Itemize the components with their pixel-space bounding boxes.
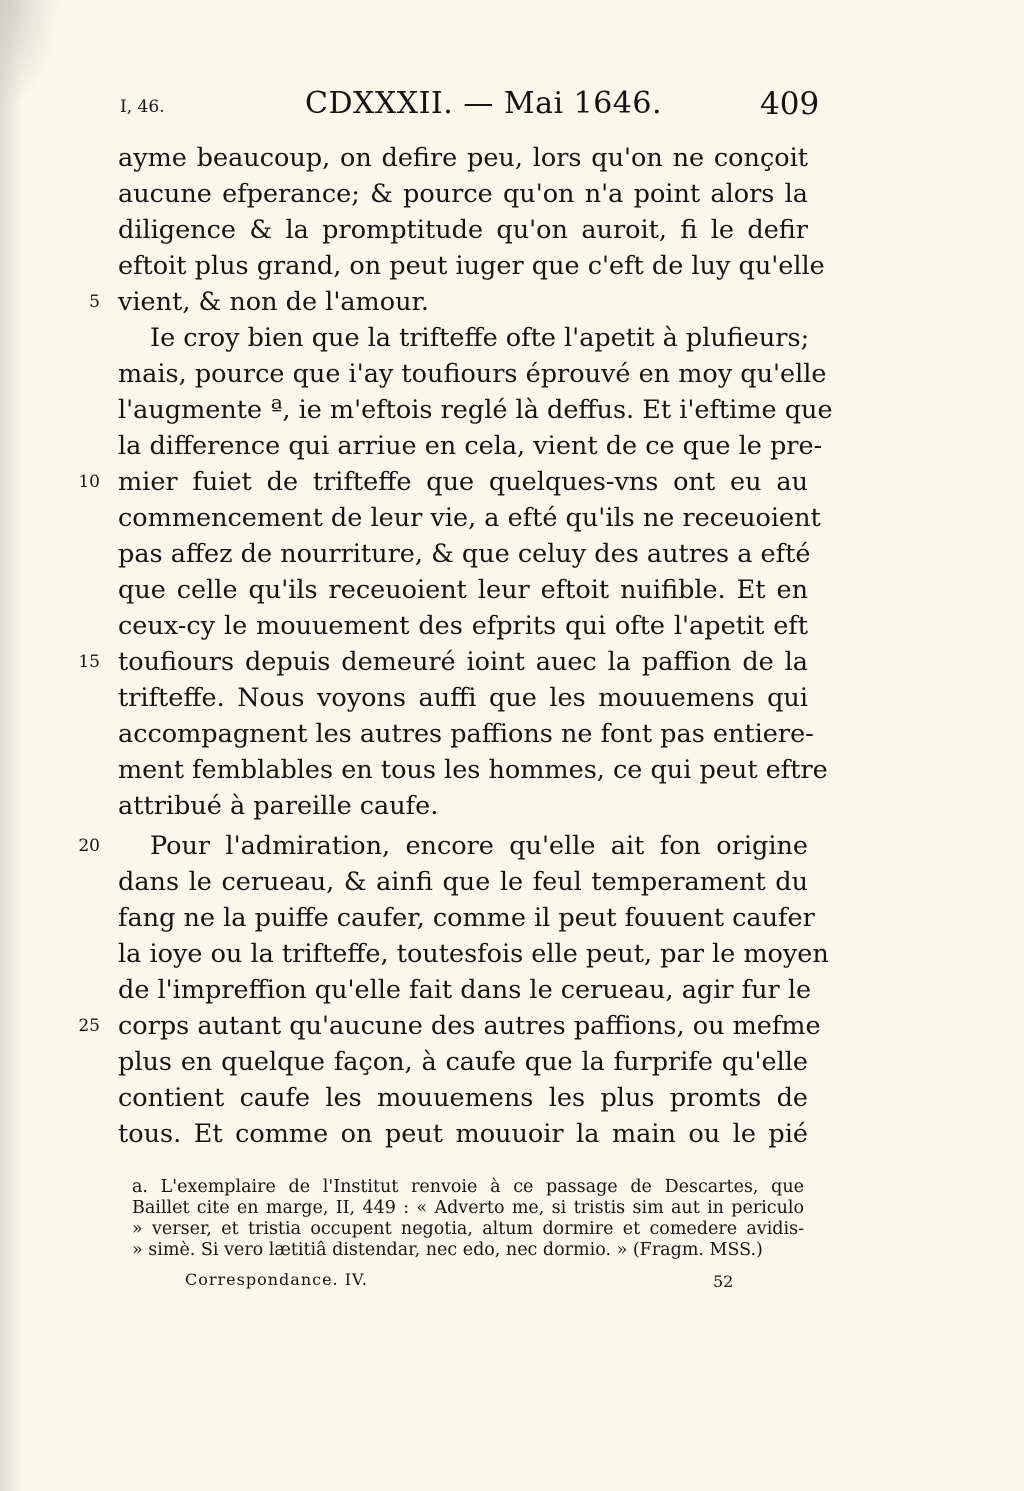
- signature-number: 52: [713, 1272, 734, 1291]
- text-line: Pour l'admiration, encore qu'elle ait fon origine: [150, 831, 808, 861]
- signature-label: Correspondance. IV.: [185, 1270, 368, 1289]
- footnote-line: Baillet cite en marge, II, 449 : « Adverto me, si tristis sim aut in periculo: [132, 1198, 804, 1218]
- line-number: 20: [78, 836, 100, 856]
- text-line: accompagnent les autres paffions ne font pas entiere-: [118, 719, 814, 749]
- text-line: que celle qu'ils receuoient leur eftoit nuifible. Et en: [118, 575, 808, 605]
- text-line: dans le cerueau, & ainfi que le feul temperament du: [118, 867, 808, 897]
- text-line: la difference qui arriue en cela, vient de ce que le pre-: [118, 431, 823, 461]
- text-line: l'augmente ª, ie m'eftois reglé là deffus. Et i'eftime que: [118, 395, 833, 425]
- volume-reference: I, 46.: [120, 97, 165, 117]
- text-line: corps autant qu'aucune des autres paffions, ou mefme: [118, 1011, 821, 1041]
- line-number: 5: [89, 292, 100, 312]
- text-line: la ioye ou la trifteffe, toutesfois elle peut, par le moyen: [118, 939, 829, 969]
- line-number: 25: [78, 1016, 100, 1036]
- text-line: contient caufe les mouuemens les plus promts de: [118, 1083, 808, 1113]
- text-line: toufiours depuis demeuré ioint auec la paffion de la: [118, 647, 808, 677]
- text-line: de l'impreffion qu'elle fait dans le cerueau, agir fur le: [118, 975, 812, 1005]
- footnote-line: » simè. Si vero lætitiâ distendar, nec edo, nec dormio. » (Fragm. MSS.): [132, 1240, 763, 1260]
- page-title: CDXXXII. — Mai 1646.: [305, 86, 663, 121]
- text-line: diligence & la promptitude qu'on auroit, fi le defir: [118, 215, 808, 245]
- page-number: 409: [760, 86, 820, 122]
- text-line: Ie croy bien que la trifteffe ofte l'apetit à plufieurs;: [150, 323, 810, 353]
- text-line: ceux-cy le mouuement des efprits qui ofte l'apetit eft: [118, 611, 808, 641]
- footnote-line: » verser, et tristia occupent negotia, altum dormire et comedere avidis-: [132, 1219, 804, 1239]
- text-line: mier fuiet de trifteffe que quelques-vns ont eu au: [118, 467, 808, 497]
- text-line: trifteffe. Nous voyons auffi que les mouuemens qui: [118, 683, 808, 713]
- text-line: commencement de leur vie, a efté qu'ils ne receuoient: [118, 503, 821, 533]
- footnote-line: a. L'exemplaire de l'Institut renvoie à ce passage de Descartes, que: [132, 1177, 804, 1197]
- text-line: ayme beaucoup, on defire peu, lors qu'on ne conçoit: [118, 143, 808, 173]
- text-line: tous. Et comme on peut mouuoir la main ou le pié: [118, 1119, 808, 1149]
- text-line: plus en quelque façon, à caufe que la furprife qu'elle: [118, 1047, 808, 1077]
- text-line: pas affez de nourriture, & que celuy des autres a efté: [118, 539, 811, 569]
- text-line: attribué à pareille caufe.: [118, 791, 439, 821]
- text-line: ment femblables en tous les hommes, ce qui peut eftre: [118, 755, 828, 785]
- line-number: 15: [78, 652, 100, 672]
- text-line: eftoit plus grand, on peut iuger que c'eft de luy qu'elle: [118, 251, 825, 281]
- text-line: mais, pource que i'ay toufiours éprouvé en moy qu'elle: [118, 359, 827, 389]
- line-number: 10: [78, 472, 100, 492]
- text-line: vient, & non de l'amour.: [118, 287, 429, 317]
- text-line: fang ne la puiffe caufer, comme il peut fouuent caufer: [118, 903, 815, 933]
- text-line: aucune efperance; & pource qu'on n'a point alors la: [118, 179, 808, 209]
